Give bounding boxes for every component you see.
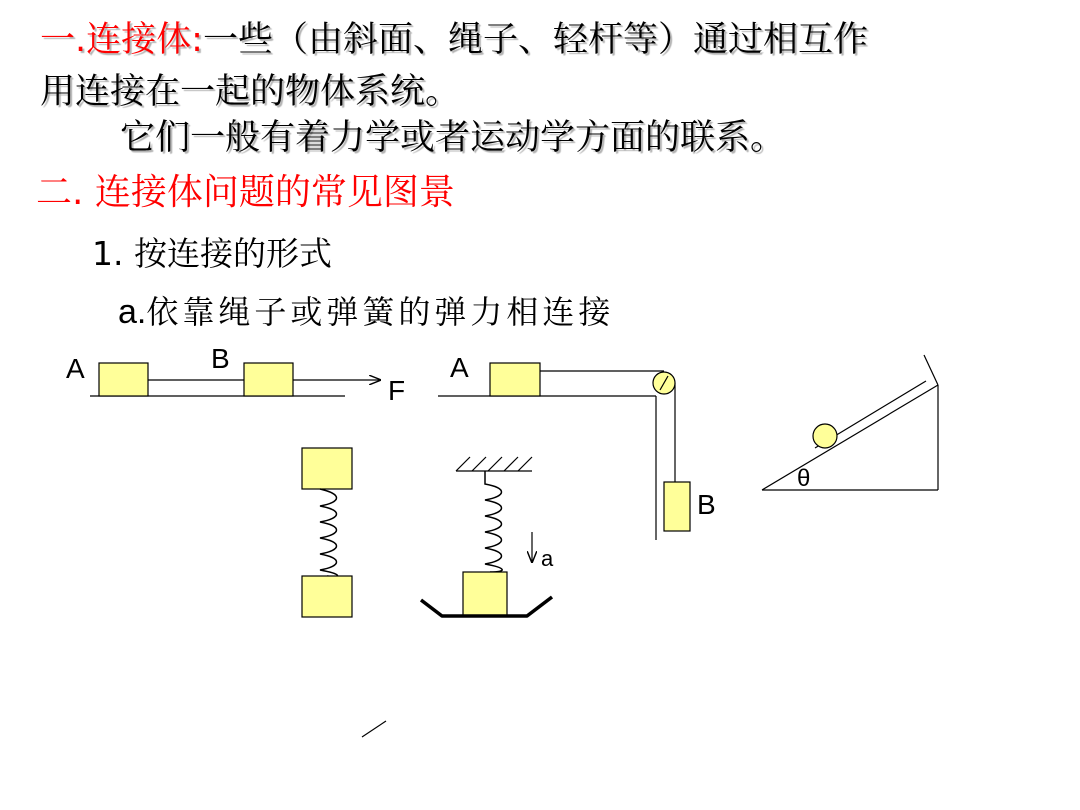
- horizontal-blocks-figure: [66, 343, 405, 406]
- ceiling-hatch-1: [456, 457, 470, 471]
- heading-2: 二. 连接体问题的常见图景: [36, 172, 455, 213]
- ceiling-hatch-5: [518, 457, 532, 471]
- heading-1-colon: :: [191, 20, 203, 60]
- incline-top-stop: [924, 355, 938, 385]
- vertical-spring: [320, 489, 337, 577]
- hanging-spring-figure: [421, 457, 554, 616]
- heading-1-definition-line-1: 一些（由斜面、绳子、轻杆等）通过相互作: [202, 20, 868, 60]
- ceiling-hatch-4: [504, 457, 518, 471]
- vertical-spring-figure: [302, 448, 352, 617]
- incline-surface: [762, 385, 938, 490]
- label-block-a: A: [66, 353, 85, 384]
- label-acceleration: a: [541, 546, 554, 571]
- heading-1-definition-line-2: 用连接在一起的物体系统。: [40, 72, 461, 112]
- heading-1-term: 连接体: [86, 20, 192, 60]
- hanging-block: [463, 572, 507, 616]
- pulley-block-a: [490, 363, 540, 396]
- label-block-b: B: [211, 343, 230, 374]
- subheading-connection-form: 1. 按连接的形式: [92, 234, 332, 273]
- stray-mark: [362, 721, 386, 737]
- block-b: [244, 363, 293, 396]
- incline-ball: [813, 424, 837, 448]
- block-a: [99, 363, 148, 396]
- ceiling-hatch-3: [488, 457, 502, 471]
- hanging-spring: [485, 471, 502, 572]
- spring-bottom-block: [302, 576, 352, 617]
- label-pulley-block-a: A: [450, 352, 469, 383]
- pulley-block-b: [664, 482, 690, 531]
- heading-1-note: 它们一般有着力学或者运动学方面的联系。: [120, 118, 786, 158]
- label-incline-angle: θ: [797, 465, 811, 492]
- pulley-figure: [438, 352, 716, 540]
- heading-1-marker: 一.: [40, 20, 87, 60]
- subheading-a-text: 依靠绳子或弹簧的弹力相连接: [146, 293, 615, 331]
- label-force-f: F: [388, 375, 406, 406]
- spring-top-block: [302, 448, 352, 489]
- subheading-a-prefix: a.: [118, 293, 147, 331]
- label-pulley-block-b: B: [697, 489, 716, 520]
- incline-figure: [762, 355, 938, 492]
- ceiling-hatch-2: [472, 457, 486, 471]
